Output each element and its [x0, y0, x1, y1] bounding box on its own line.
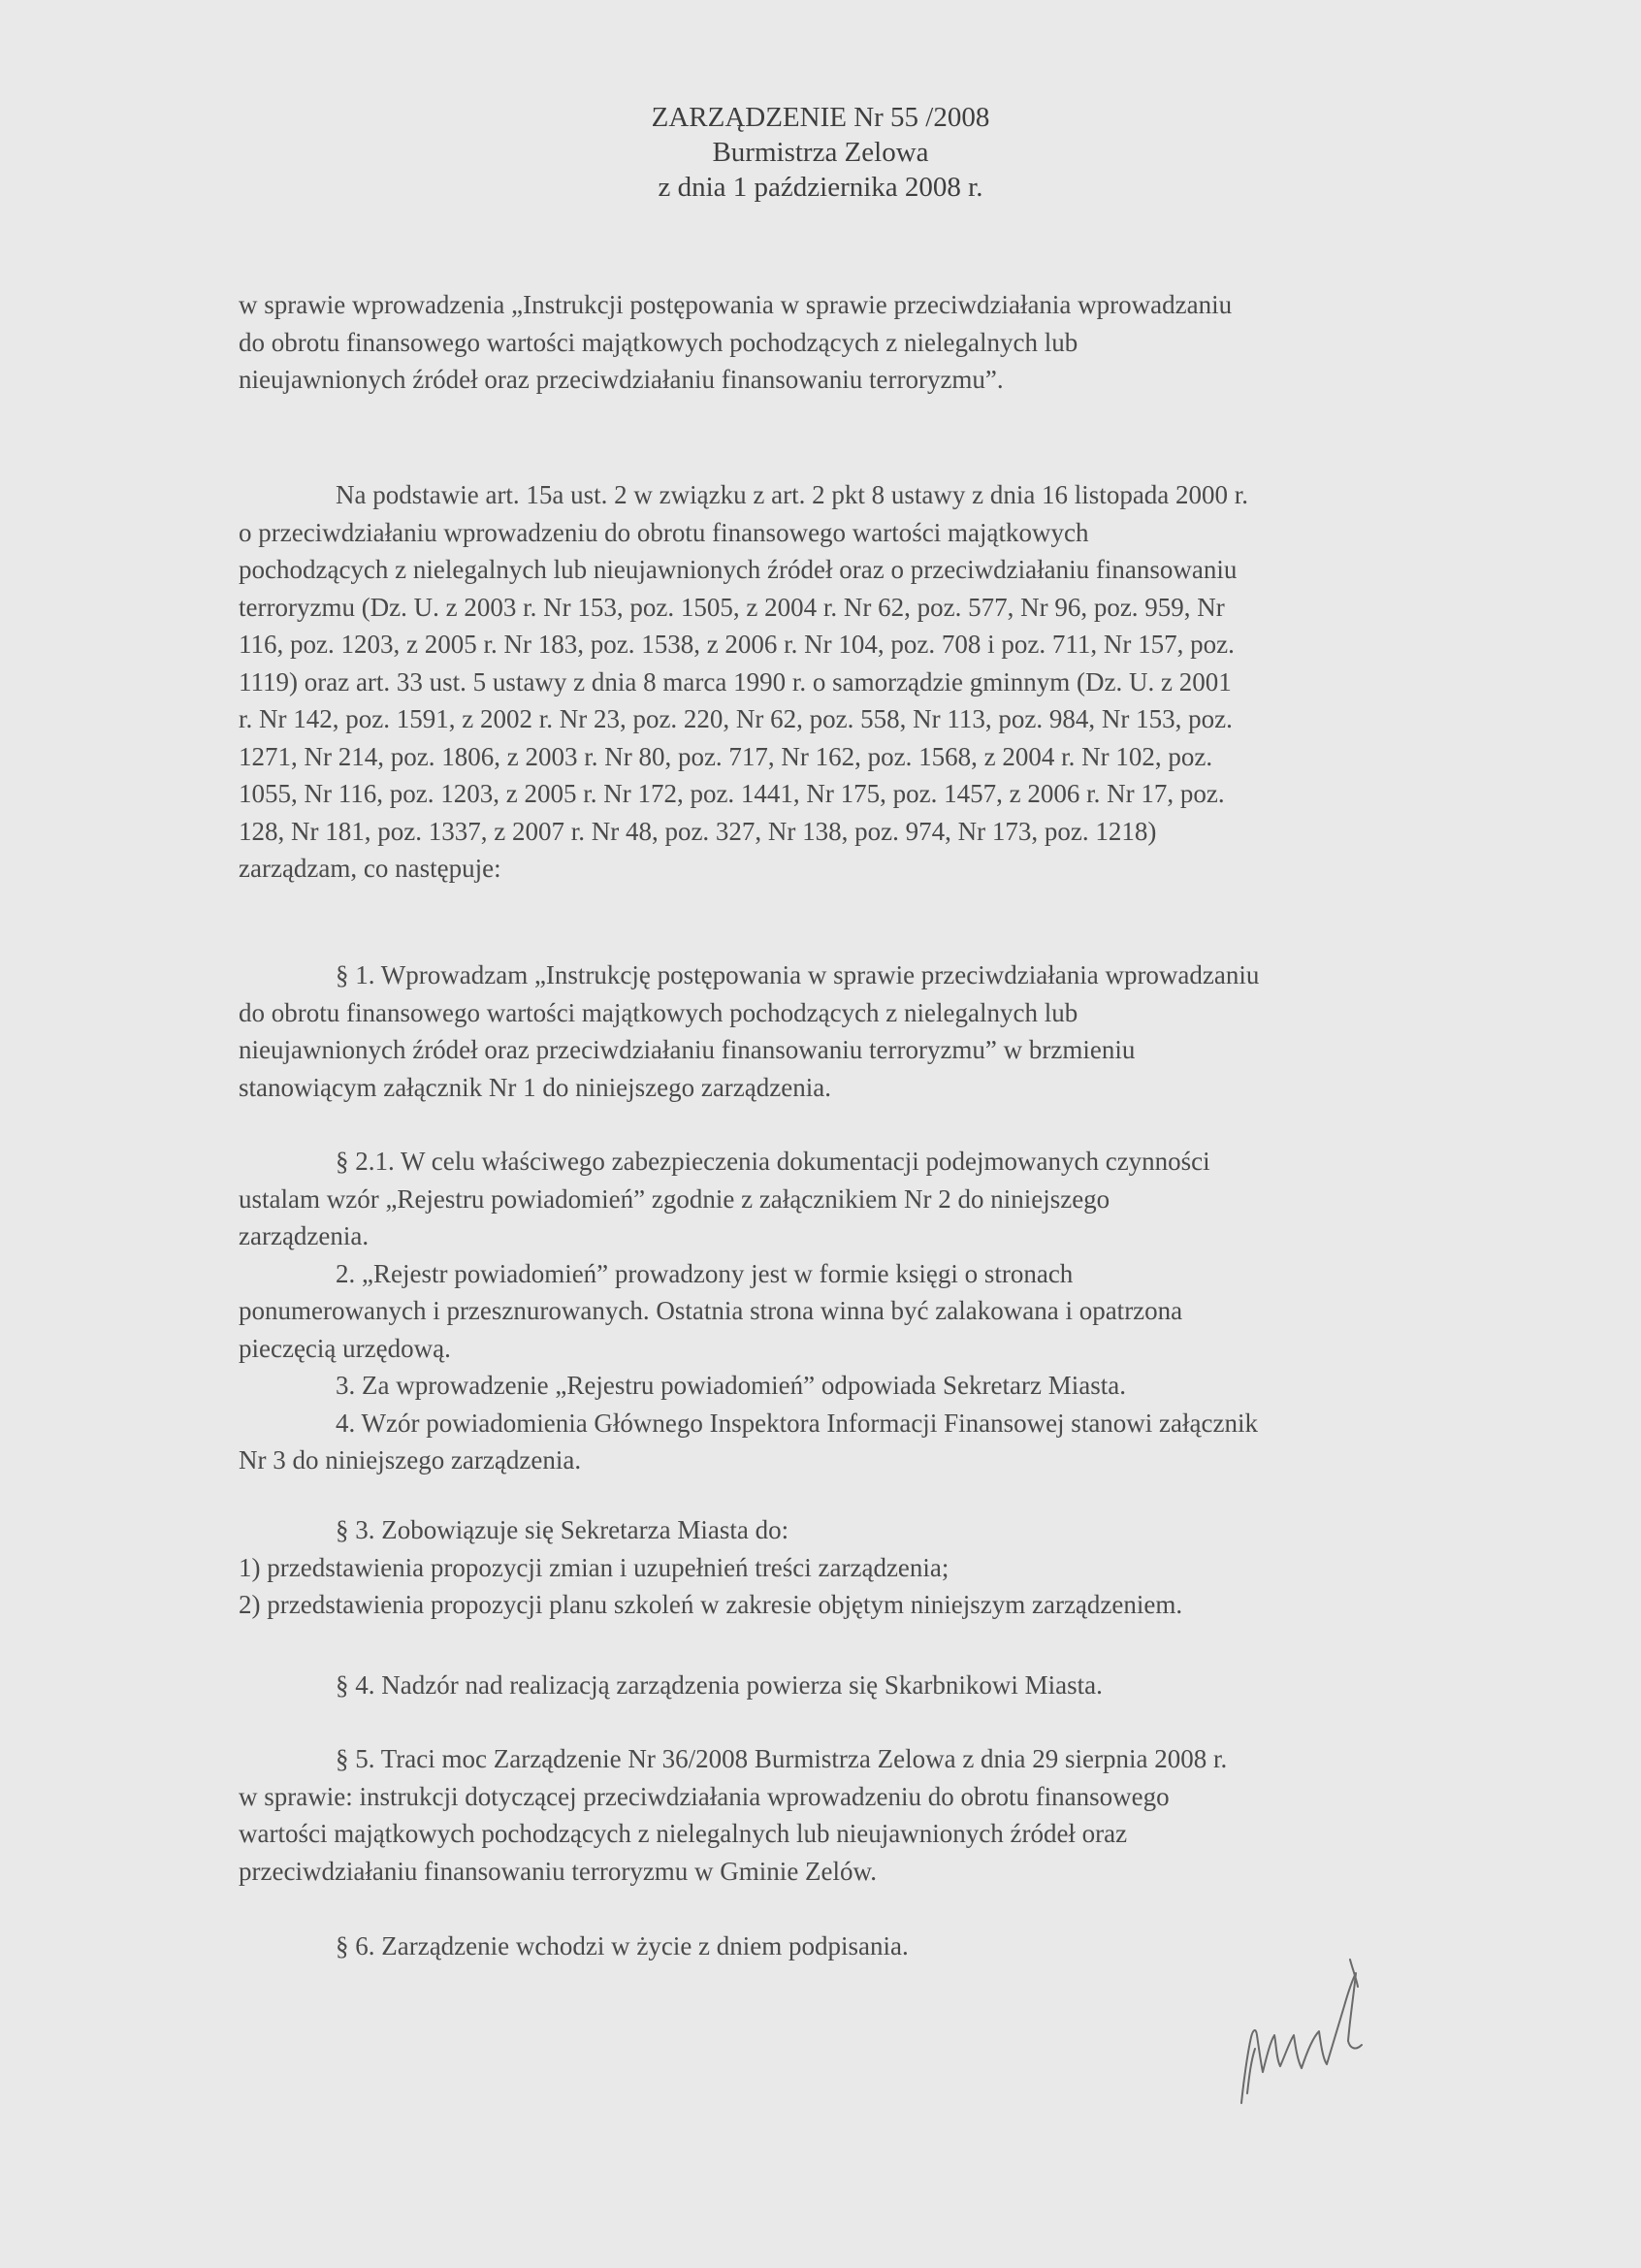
handwritten-signature	[1230, 1948, 1375, 2113]
text-line: przeciwdziałaniu finansowaniu terroryzmu w Gminie Zelów.	[239, 1856, 878, 1886]
text-line: w sprawie: instrukcji dotyczącej przeciwdziałania wprowadzeniu do obrotu finansowego	[239, 1781, 1170, 1811]
text-line: zarządzenia.	[239, 1221, 370, 1250]
text-line: Nr 3 do niniejszego zarządzenia.	[239, 1445, 582, 1474]
list-item: 2) przedstawienia propozycji planu szkoleń w zakresie objętym niniejszym zarządzeniem.	[239, 1590, 1183, 1619]
text-line: w sprawie wprowadzenia „Instrukcji postępowania w sprawie przeciwdziałania wprowadzaniu	[239, 290, 1233, 319]
document-issuer: Burmistrza Zelowa	[712, 137, 929, 168]
text-line: 1271, Nr 214, poz. 1806, z 2003 r. Nr 80, poz. 717, Nr 162, poz. 1568, z 2004 r. Nr 102, poz.	[239, 741, 1213, 771]
text-line: do obrotu finansowego wartości majątkowych pochodzących z nielegalnych lub	[239, 997, 1078, 1027]
text-line: § 2.1. W celu właściwego zabezpieczenia dokumentacji podejmowanych czynności	[336, 1147, 1210, 1176]
document-date: z dnia 1 października 2008 r.	[658, 172, 983, 203]
text-line: 116, poz. 1203, z 2005 r. Nr 183, poz. 1538, z 2006 r. Nr 104, poz. 708 i poz. 711, Nr 157, poz.	[239, 630, 1235, 659]
text-line: 1119) oraz art. 33 ust. 5 ustawy z dnia 8 marca 1990 r. o samorządzie gminnym (Dz. U. z 2001	[239, 666, 1232, 697]
text-line: § 5. Traci moc Zarządzenie Nr 36/2008 Burmistrza Zelowa z dnia 29 sierpnia 2008 r.	[336, 1744, 1228, 1773]
text-line: nieujawnionych źródeł oraz przeciwdziałaniu finansowaniu terroryzmu”.	[239, 365, 1004, 394]
text-line: § 6. Zarządzenie wchodzi w życie z dniem podpisania.	[336, 1931, 909, 1960]
paragraph-4	[239, 1667, 1468, 1704]
subject-paragraph	[239, 286, 1468, 399]
text-line: ponumerowanych i przesznurowanych. Ostatnia strona winna być zalakowana i opatrzona	[239, 1296, 1183, 1325]
paragraph-2	[239, 1143, 1468, 1479]
text-line: § 1. Wprowadzam „Instrukcję postępowania w sprawie przeciwdziałania wprowadzaniu	[336, 960, 1260, 989]
legal-basis-paragraph	[239, 476, 1468, 888]
text-line: nieujawnionych źródeł oraz przeciwdziałaniu finansowaniu terroryzmu” w brzmieniu	[239, 1035, 1136, 1064]
text-line: Na podstawie art. 15a ust. 2 w związku z art. 2 pkt 8 ustawy z dnia 16 listopada 2000 r.	[336, 480, 1249, 509]
paragraph-3	[239, 1511, 1468, 1624]
list-item: 1) przedstawienia propozycji zmian i uzupełnień treści zarządzenia;	[239, 1552, 949, 1582]
text-line: do obrotu finansowego wartości majątkowych pochodzących z nielegalnych lub	[239, 327, 1078, 357]
text-line: § 3. Zobowiązuje się Sekretarza Miasta do:	[336, 1515, 789, 1544]
text-line: wartości majątkowych pochodzących z nielegalnych lub nieujawnionych źródeł oraz	[239, 1819, 1128, 1848]
document-title: ZARZĄDZENIE Nr 55 /2008	[651, 102, 990, 133]
text-line: § 4. Nadzór nad realizacją zarządzenia powierza się Skarbnikowi Miasta.	[336, 1670, 1103, 1700]
text-line: 2. „Rejestr powiadomień” prowadzony jest w formie księgi o stronach	[336, 1258, 1074, 1288]
paragraph-1	[239, 956, 1468, 1106]
text-line: pochodzących z nielegalnych lub nieujawnionych źródeł oraz o przeciwdziałaniu finansowaniu	[239, 555, 1238, 584]
text-line: 128, Nr 181, poz. 1337, z 2007 r. Nr 48, poz. 327, Nr 138, poz. 974, Nr 173, poz. 1218)	[239, 816, 1157, 846]
text-line: 3. Za wprowadzenie „Rejestru powiadomień” odpowiada Sekretarz Miasta.	[336, 1371, 1126, 1400]
text-line: pieczęcią urzędową.	[239, 1333, 451, 1363]
text-line: o przeciwdziałaniu wprowadzeniu do obrotu finansowego wartości majątkowych	[239, 517, 1089, 547]
text-line: 4. Wzór powiadomienia Głównego Inspektora Informacji Finansowej stanowi załącznik	[336, 1408, 1258, 1438]
paragraph-5	[239, 1740, 1468, 1890]
text-line: r. Nr 142, poz. 1591, z 2002 r. Nr 23, poz. 220, Nr 62, poz. 558, Nr 113, poz. 984, Nr 153, poz.	[239, 704, 1233, 733]
document-heading	[0, 100, 1641, 205]
text-line: 1055, Nr 116, poz. 1203, z 2005 r. Nr 172, poz. 1441, Nr 175, poz. 1457, z 2006 r. Nr 17, poz.	[239, 779, 1225, 808]
text-line: stanowiącym załącznik Nr 1 do niniejszego zarządzenia.	[239, 1072, 831, 1102]
text-line: zarządzam, co następuje:	[239, 854, 501, 883]
text-line: ustalam wzór „Rejestru powiadomień” zgodnie z załącznikiem Nr 2 do niniejszego	[239, 1183, 1110, 1214]
text-line: terroryzmu (Dz. U. z 2003 r. Nr 153, poz. 1505, z 2004 r. Nr 62, poz. 577, Nr 96, poz. 959, Nr	[239, 592, 1225, 622]
